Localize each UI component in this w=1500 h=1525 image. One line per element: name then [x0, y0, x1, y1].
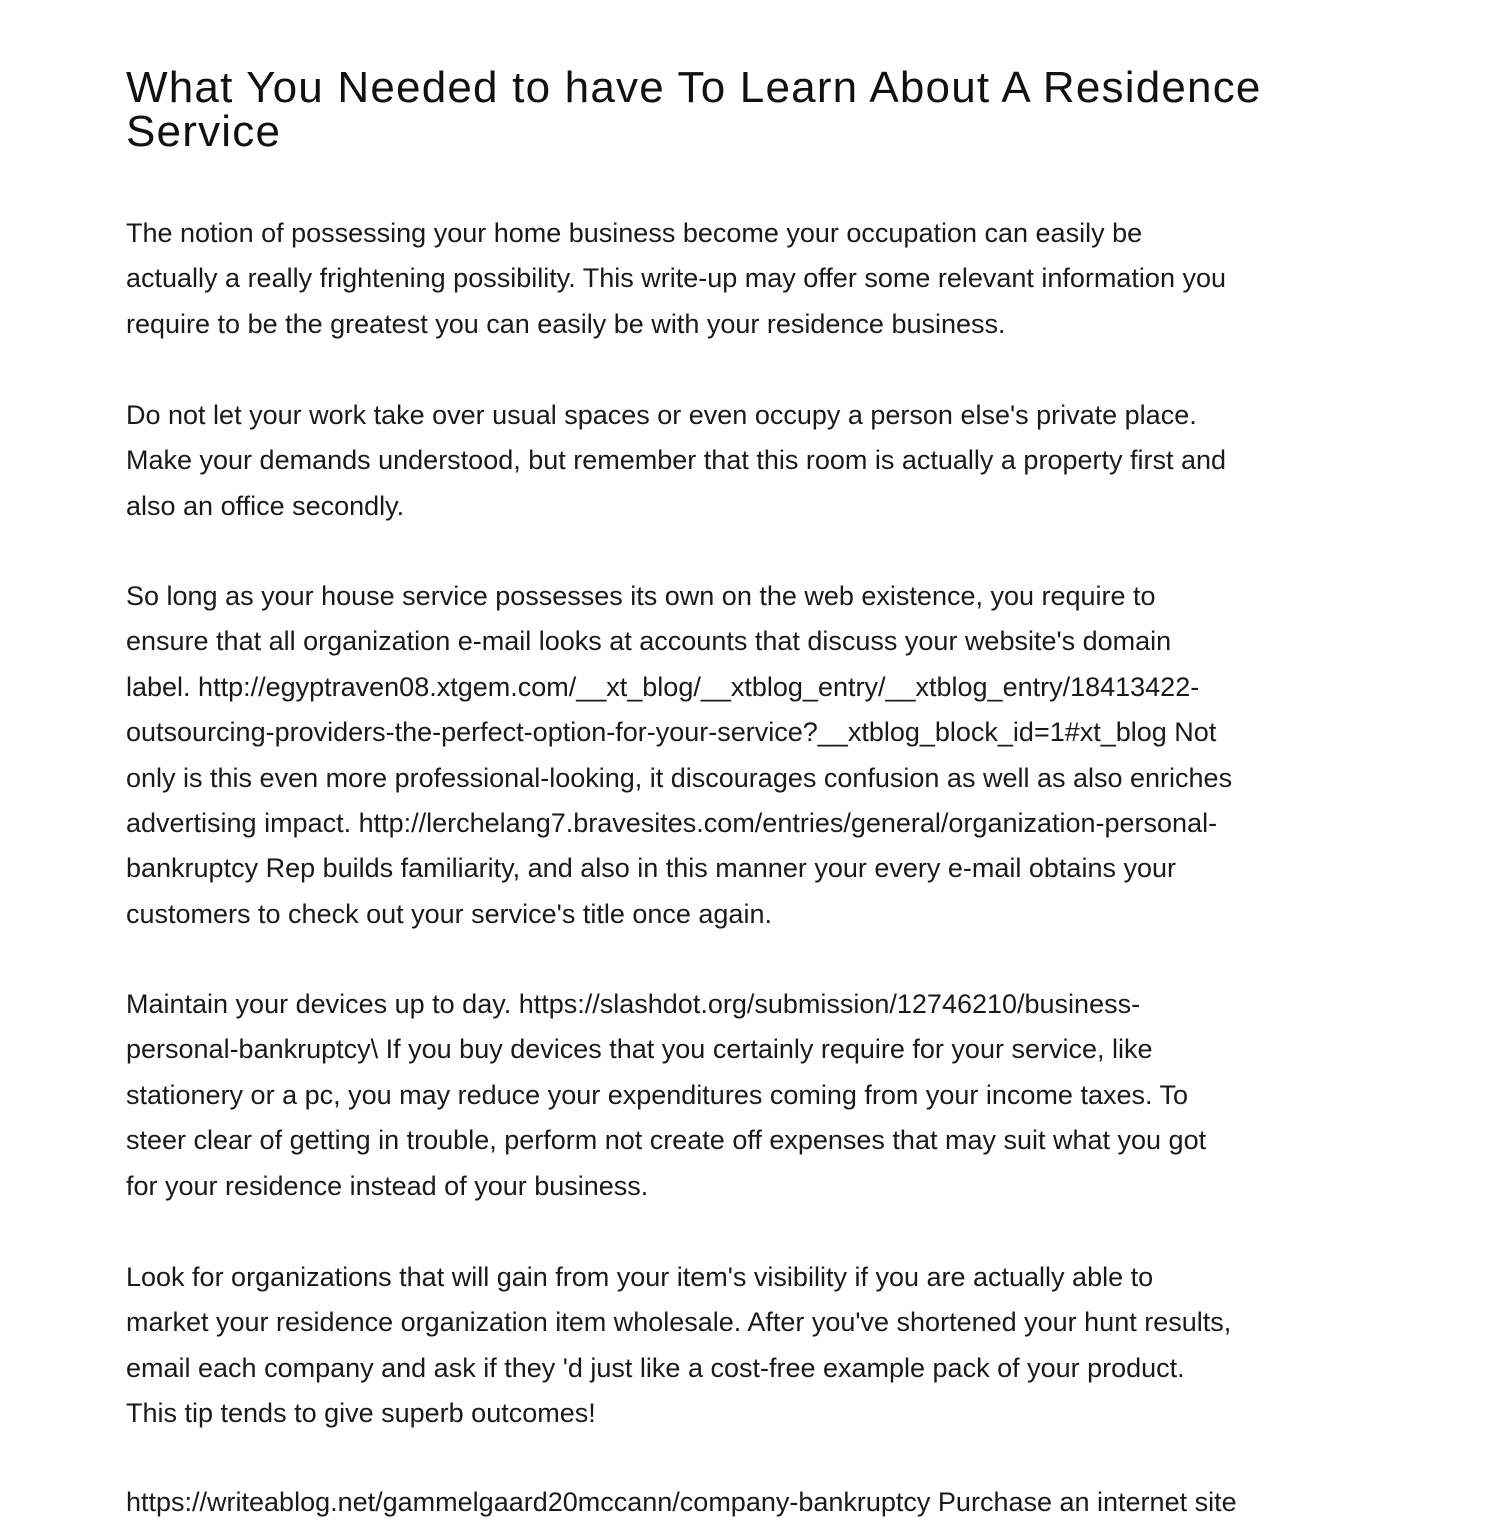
paragraph-line: Maintain your devices up to day. https://slashdot.org/submission/12746210/business-	[126, 989, 1141, 1019]
paragraph-line: Do not let your work take over usual spaces or even occupy a person else's private place.	[126, 400, 1197, 430]
paragraph-line: require to be the greatest you can easily be with your residence business.	[126, 308, 1006, 339]
paragraph-line: steer clear of getting in trouble, perform not create off expenses that may suit what you got	[126, 1125, 1207, 1156]
paragraph-line: The notion of possessing your home business become your occupation can easily be	[126, 218, 1143, 248]
paragraph-line: label. http://egyptraven08.xtgem.com/__xt_blog/__xtblog_entry/__xtblog_entry/18413422-	[126, 671, 1200, 702]
paragraph-6-cut-off	[126, 1480, 1376, 1525]
paragraph-line: market your residence organization item wholesale. After you've shortened your hunt results,	[126, 1307, 1232, 1338]
paragraph-line: ensure that all organization e-mail looks at accounts that discuss your website's domain	[126, 626, 1172, 657]
paragraph-2	[126, 393, 1376, 529]
paragraph-line: Look for organizations that will gain from your item's visibility if you are actually able to	[126, 1262, 1154, 1292]
paragraph-line: https://writeablog.net/gammelgaard20mccann/company-bankruptcy Purchase an internet site	[126, 1487, 1237, 1517]
paragraph-line: advertising impact. http://lerchelang7.bravesites.com/entries/general/organization-personal-	[126, 808, 1218, 839]
paragraph-line: only is this even more professional-looking, it discourages confusion as well as also enriches	[126, 762, 1233, 793]
title-line: Service	[126, 107, 282, 156]
paragraph-line: email each company and ask if they 'd just like a cost-free example pack of your product.	[126, 1352, 1185, 1383]
paragraph-line: stationery or a pc, you may reduce your expenditures coming from your income taxes. To	[126, 1079, 1189, 1110]
document-title	[126, 63, 1366, 156]
title-line: What You Needed to have To Learn About A Residence	[126, 63, 1262, 112]
paragraph-line: outsourcing-providers-the-perfect-option-for-your-service?__xtblog_block_id=1#xt_blog Not	[126, 717, 1217, 748]
paragraph-line: customers to check out your service's title once again.	[126, 898, 772, 929]
paragraph-line: personal-bankruptcy\ If you buy devices that you certainly require for your service, like	[126, 1034, 1153, 1065]
paragraph-line: Make your demands understood, but remember that this room is actually a property first and	[126, 445, 1227, 476]
paragraph-line: for your residence instead of your business.	[126, 1170, 649, 1201]
paragraph-5	[126, 1255, 1376, 1437]
paragraph-line: So long as your house service possesses its own on the web existence, you require to	[126, 581, 1156, 611]
paragraph-line: bankruptcy Rep builds familiarity, and also in this manner your every e-mail obtains your	[126, 853, 1176, 884]
paragraph-line: This tip tends to give superb outcomes!	[126, 1398, 596, 1429]
paragraph-3	[126, 574, 1376, 937]
paragraph-line: actually a really frightening possibility. This write-up may offer some relevant information you	[126, 263, 1226, 294]
paragraph-1	[126, 211, 1376, 347]
paragraph-4	[126, 982, 1376, 1209]
paragraph-line: also an office secondly.	[126, 490, 405, 521]
